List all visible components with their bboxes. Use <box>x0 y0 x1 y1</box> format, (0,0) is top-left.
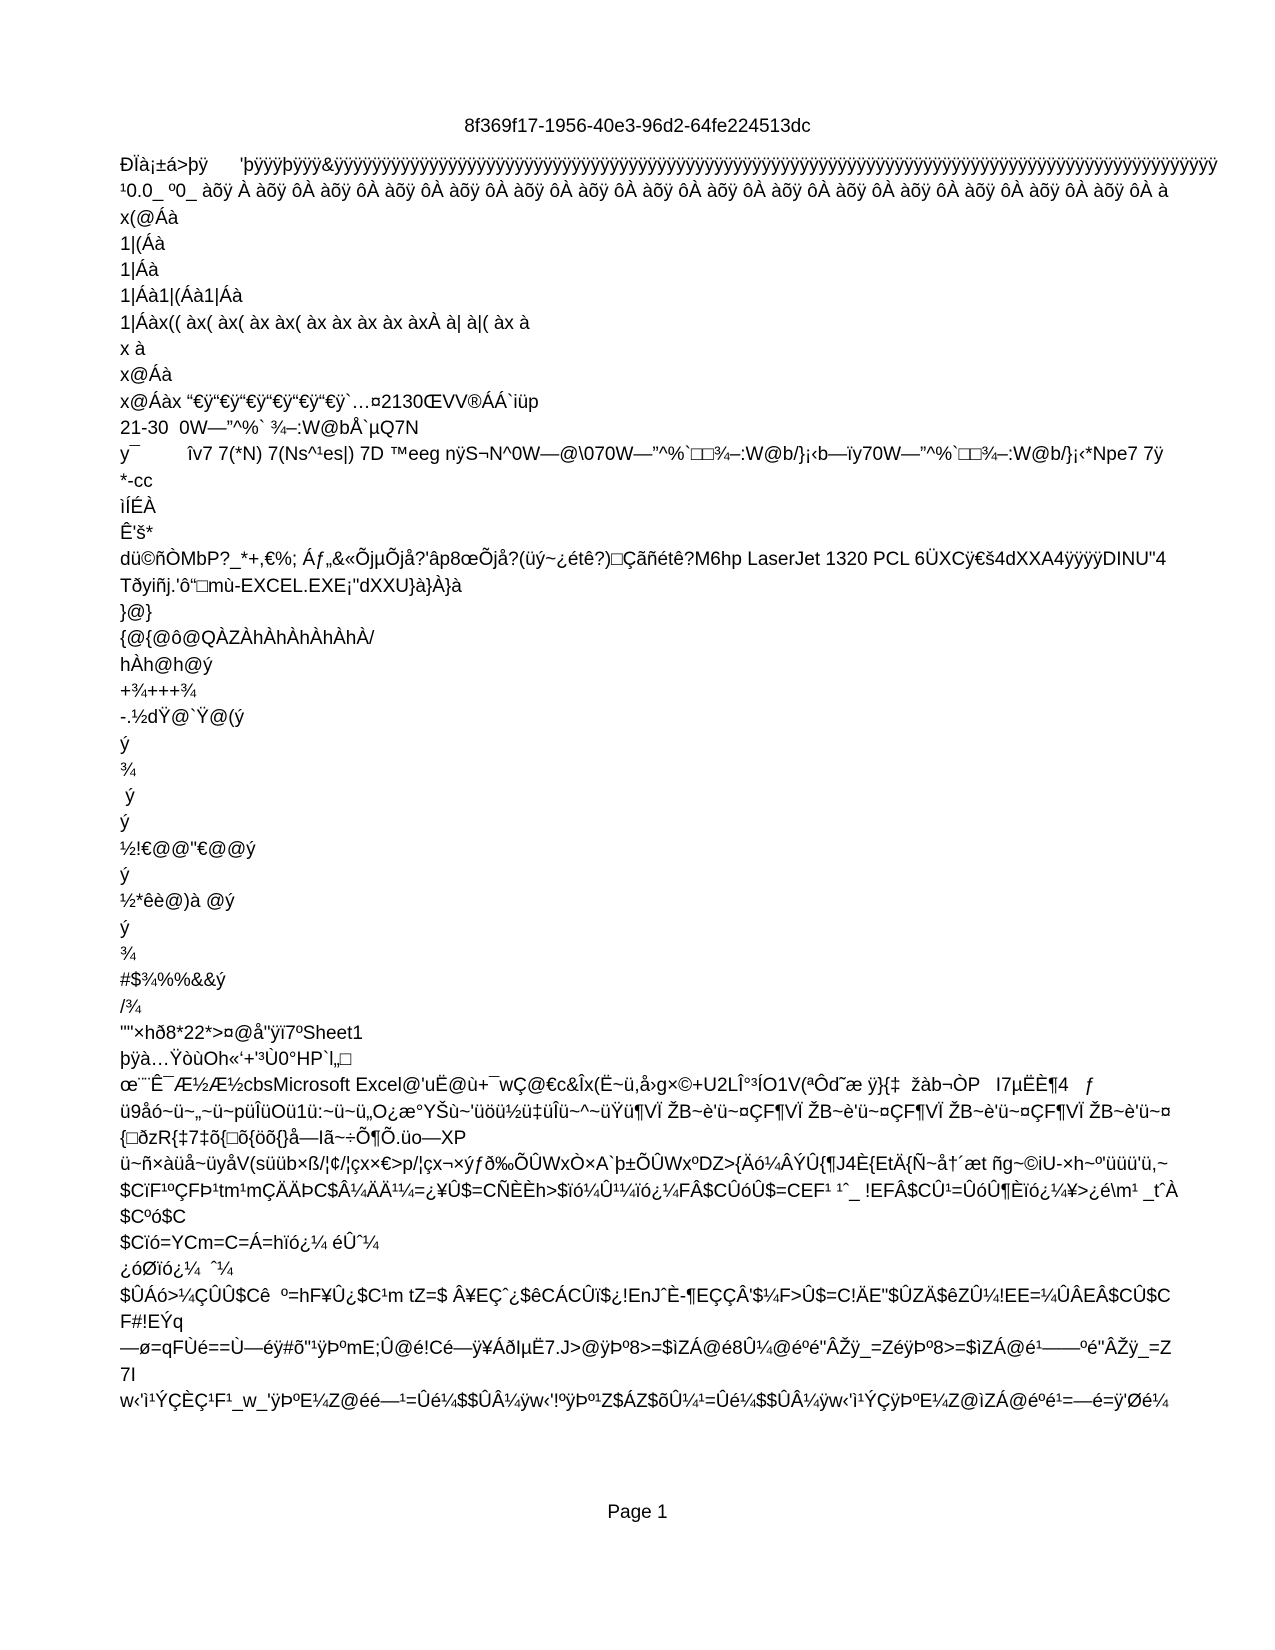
body-line: ""×hð8*22*>¤@å"ÿï7ºSheet1 <box>120 1022 363 1044</box>
body-line: #$¾%%&&ý <box>120 970 226 992</box>
body-line: $ÛÁó>¼ÇÛÛ$Cê º=hF¥Û¿$C¹m tZ=$ Â¥EÇˆ¿$êCÁCÛï$¿!EnJˆÈ-¶EÇÇÂ'$¼F>Û$=C!ÄE"$ÛZÄ$êZÛ¼!EE=¼ÛÂEÂ$CÛ$C <box>120 1285 1171 1307</box>
body-line: *-cc <box>120 470 153 492</box>
body-line: -.½dŸ@`Ÿ@(ý <box>120 707 245 729</box>
body-line: ý <box>120 786 135 808</box>
body-line: ½!€@@"€@@ý <box>120 838 256 860</box>
body-line: x(@Áà <box>120 207 179 229</box>
body-line: 1|Áàx(( àx( àx( àx àx( àx àx àx àx àxÀ à| à|( àx à <box>120 312 530 334</box>
body-line: x@Áàx “€ÿ“€ÿ“€ÿ“€ÿ“€ÿ“€ÿ`…¤2130ŒVV®ÁÁ`iüp <box>120 391 539 413</box>
body-line: ¾ <box>120 943 136 965</box>
body-line: 21-30 0W—”^%` ¾–:W@bÅ`µQ7N <box>120 417 419 439</box>
body-line: Ê'š* <box>120 523 154 545</box>
body-line: œ¨¨Ê¯Æ½Æ½cbsMicrosoft Excel@'uË@ù+¯wÇ@€c&Îx(Ë~ü,å›g×©+U2LÎ°³ÍO1V(ªÔd˜æ ÿ}{‡ žàb¬ÒP I7µËÈ¶4 ƒ <box>120 1075 1096 1097</box>
body-line: ý <box>120 733 130 755</box>
body-line: ü~ñ×àüå~üyåV(süüb×ß/¦¢/¦çx×€>p/¦çx¬×ýƒð‰ÕÛWxÒ×A`þ±ÕÛWxºDZ>{Äó¼ÂÝÛ{¶J4È{EtÄ{Ñ~å†´æt ñg~©iU-×h~º'üüü'ü,~ <box>120 1154 1169 1176</box>
body-line: ¾ <box>120 759 136 781</box>
body-line: $Cïó=YCm=C=Á=hïó¿¼ éÛˆ¼ <box>120 1233 379 1255</box>
body-line: +¾+++¾ <box>120 680 197 702</box>
body-line: }@} <box>120 602 152 624</box>
body-line: {□ðzR{‡7‡õ{□õ{öõ{}å—Iã~÷Õ¶Õ.üo—XP <box>120 1127 467 1149</box>
body-line: ¹0.0_ º0_ àõÿ À àõÿ ôÀ àõÿ ôÀ àõÿ ôÀ àõÿ ôÀ àõÿ ôÀ àõÿ ôÀ àõÿ ôÀ àõÿ ôÀ àõÿ ôÀ àõÿ ôÀ àõÿ ôÀ àõÿ ôÀ àõÿ ôÀ àõÿ ôÀ à <box>120 181 1169 203</box>
body-line: ü9åó~ü~„~ü~püÎüOü1ü:~ü~ü„O¿æ°YŠù~'üöü½ü‡üÎü~^~üŸü¶VÏ ŽB~è'ü~¤ÇF¶VÏ ŽB~è'ü~¤ÇF¶VÏ ŽB~è'ü~¤ÇF¶VÏ ŽB~è'ü~¤ <box>120 1101 1171 1123</box>
body-line: hÀh@h@ý <box>120 654 213 676</box>
body-line: 1|(Áà <box>120 233 166 255</box>
body-line: —ø=qFÙé==Ù—éÿ#õ"¹ÿÞºmE;Û@é!Cé—ÿ¥ÁðIµË7.J>@ÿÞº8>=$ìZÁ@é8Û¼@éºé"ÂŽÿ_=ZéÿÞº8>=$ìZÁ@é¹——ºé"ÂŽÿ_=Z <box>120 1338 1172 1360</box>
body-line: Tðyiñj.'ô“□mù-EXCEL.EXE¡"dXXU}à}À}à <box>120 575 462 597</box>
body-line: ½*êè@)à @ý <box>120 891 235 913</box>
body-line: ý <box>120 812 130 834</box>
body-line: /¾ <box>120 996 142 1018</box>
body-line: 1|Áà1|(Áà1|Áà <box>120 286 243 308</box>
body-line: ý <box>120 917 130 939</box>
body-line: dü©ñÒMbP?_*+,€%; Áƒ„&«ÕjµÕjå?'âp8œÕjå?(üý~¿étê?)□Çãñétê?M6hp LaserJet 1320 PCL 6ÜXCÿ€š4dXXA4ÿÿÿÿDINU"4 <box>120 549 1167 571</box>
body-line: 7I <box>120 1364 136 1386</box>
body-line: þÿà…ŸòùOh«‘+'³Ù0°HP`l„□ <box>120 1049 352 1071</box>
body-line: w‹'ì¹ÝÇÈÇ¹F¹_w_'ÿÞºE¼Z@éé—¹=Ûé¼$$ÛÂ¼ÿw‹'!ºÿÞº¹Z$ÁZ$õÛ¼¹=Ûé¼$$ÛÂ¼ÿw‹'ì¹ÝÇÿÞºE¼Z@ìZÁ@éºé¹=—é=ÿ'Øé¼ <box>120 1390 1169 1412</box>
body-line: ¿óØïó¿¼ ˆ¼ <box>120 1259 233 1281</box>
body-line: x à <box>120 339 146 361</box>
body-line: y¯ îv7 7(*N) 7(Ns^¹es|) 7D ™eeg nÿS¬N^0W—@\070W—”^%`□□¾–:W@b/}¡‹b—ïy70W—”^%`□□¾–:W@b/}¡‹*Npe7 7ÿ <box>120 444 1164 466</box>
body-line: ý <box>120 865 130 887</box>
body-line: {@{@ô@QÀZÀhÀhÀhÀhÀhÀ/ <box>120 628 375 650</box>
body-line: $CïF¹ºÇFÞ¹tm¹mÇÄÄÞC$Â¼ÄÄ¹¼=¿¥Û$=CÑÈÈh>$ïó¼Û¹¼ïó¿¼FÂ$CÛóÛ$=CEF¹ ¹ˆ_ !EFÂ$CÛ¹=ÛóÛ¶Èïó¿¼¥>¿é\m¹ _tˆÀ <box>120 1180 1179 1202</box>
body-line: 1|Áà <box>120 260 159 282</box>
body-line: $Cºó$C <box>120 1206 187 1228</box>
page-header-title: 8f369f17-1956-40e3-96d2-64fe224513dc <box>464 116 811 137</box>
body-line: x@Áà <box>120 365 173 387</box>
body-line: F#!EÝq <box>120 1312 184 1334</box>
document-body <box>120 153 1275 1415</box>
page-footer-number: Page 1 <box>607 1502 668 1523</box>
body-line: ìÍÉÀ <box>120 496 156 518</box>
body-line: ÐÏà¡±á>þÿ 'þÿÿÿþÿÿÿ&ÿÿÿÿÿÿÿÿÿÿÿÿÿÿÿÿÿÿÿÿÿÿÿÿÿÿÿÿÿÿÿÿÿÿÿÿÿÿÿÿÿÿÿÿÿÿÿÿÿÿÿÿÿÿÿÿÿÿÿÿÿÿÿÿÿÿÿÿÿÿÿÿÿÿÿÿÿÿÿÿÿÿÿÿÿÿÿÿÿÿÿÿÿ <box>120 155 1218 176</box>
